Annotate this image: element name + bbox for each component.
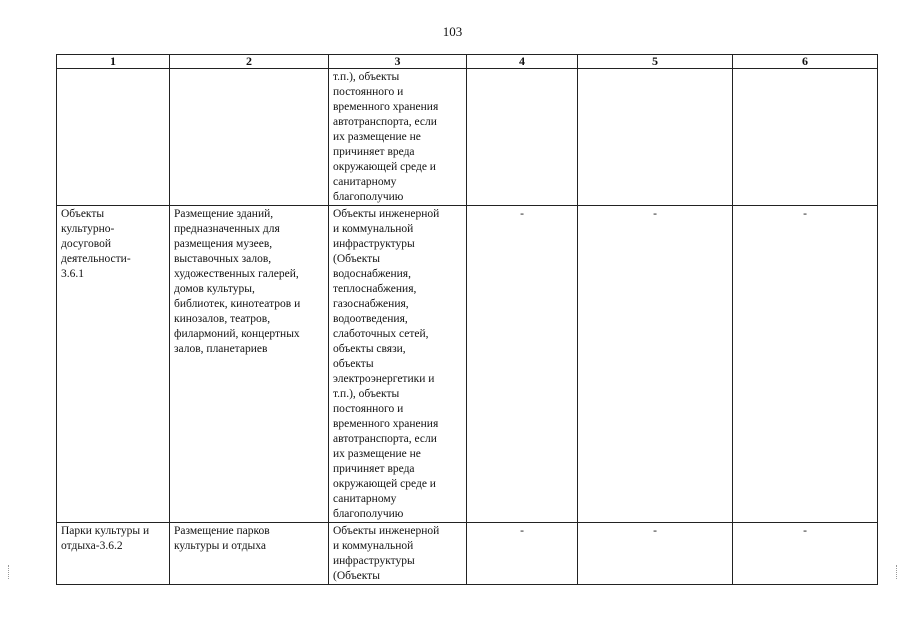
cell-auxiliary-uses: Объекты инженерной и коммунальной инфраструктуры (Объекты — [329, 523, 467, 585]
cell-col4 — [467, 69, 578, 206]
table-row — [57, 523, 878, 585]
cell-use-name: Объекты культурно- досуговой деятельности- 3.6.1 — [57, 206, 170, 523]
column-header-3: 3 — [329, 55, 467, 69]
cell-col6: - — [733, 523, 878, 585]
cell-col6 — [733, 69, 878, 206]
column-header-6: 6 — [733, 55, 878, 69]
scan-edge-mark-left — [8, 565, 10, 579]
scan-edge-mark-right — [896, 565, 898, 579]
column-header-5: 5 — [578, 55, 733, 69]
cell-col4: - — [467, 206, 578, 523]
table-header-row — [57, 55, 878, 69]
cell-use-description: Размещение зданий, предназначенных для размещения музеев, выставочных залов, художественных галерей, домов культуры, библиотек, кинотеатров и кинозалов, театров, филармоний, концертных залов, планетариев — [170, 206, 329, 523]
column-header-1: 1 — [57, 55, 170, 69]
document-table — [56, 54, 878, 585]
table-row — [57, 69, 878, 206]
cell-col5: - — [578, 523, 733, 585]
table-row — [57, 206, 878, 523]
cell-auxiliary-uses: Объекты инженерной и коммунальной инфраструктуры (Объекты водоснабжения, теплоснабжения, газоснабжения, водоотведения, слаботочных сетей, объекты связи, объекты электроэнергетики и т.п.), объекты постоянного и временного хранения автотранспорта, если их размещение не причиняет вреда окружающей среде и санитарному благополучию — [329, 206, 467, 523]
column-header-2: 2 — [170, 55, 329, 69]
cell-col5 — [578, 69, 733, 206]
page-number: 103 — [442, 24, 463, 39]
cell-use-description: Размещение парков культуры и отдыха — [170, 523, 329, 585]
cell-use-name: Парки культуры и отдыха-3.6.2 — [57, 523, 170, 585]
cell-col4: - — [467, 523, 578, 585]
column-header-4: 4 — [467, 55, 578, 69]
cell-auxiliary-uses: т.п.), объекты постоянного и временного хранения автотранспорта, если их размещение не причиняет вреда окружающей среде и санитарному благополучию — [329, 69, 467, 206]
cell-use-description — [170, 69, 329, 206]
cell-col5: - — [578, 206, 733, 523]
cell-use-name — [57, 69, 170, 206]
cell-col6: - — [733, 206, 878, 523]
